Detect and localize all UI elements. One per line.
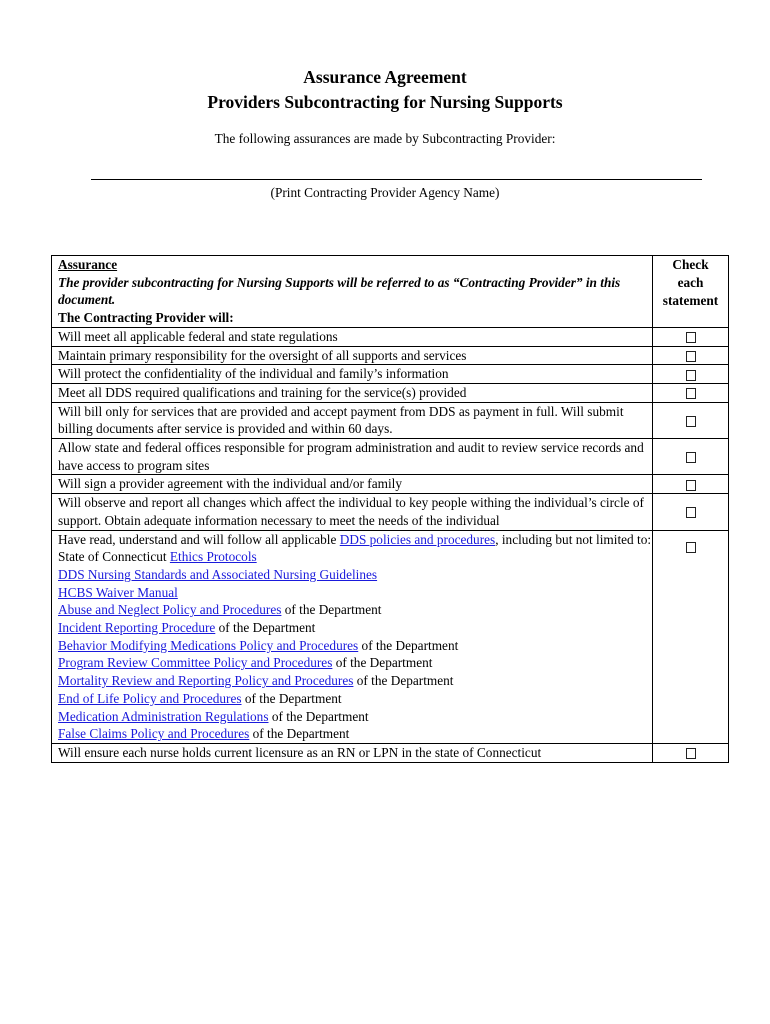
policies-intro	[58, 531, 652, 549]
intro-text: The following assurances are made by Subcontracting Provider:	[214, 131, 556, 146]
table-row	[52, 402, 729, 438]
checkbox-cell	[653, 383, 729, 402]
checkbox-cell	[653, 346, 729, 365]
incident-reporting-link[interactable]: Incident Reporting Procedure	[58, 620, 216, 636]
of-department-text: of the Department	[268, 708, 369, 724]
policy-line	[58, 708, 652, 726]
checkbox-cell	[653, 402, 729, 438]
contracting-provider-note: The provider subcontracting for Nursing Supports will be referred to as “Contracting Provider” in this document.	[58, 274, 621, 308]
document-subtitle: Providers Subcontracting for Nursing Supports	[207, 92, 563, 112]
abuse-neglect-link[interactable]: Abuse and Neglect Policy and Procedures	[58, 602, 282, 618]
assurance-statement: Will ensure each nurse holds current licensure as an RN or LPN in the state of Connecticut	[52, 743, 653, 762]
policy-line	[58, 654, 652, 672]
checkbox[interactable]	[686, 480, 696, 491]
checkbox-cell	[653, 494, 729, 530]
of-department-text: of the Department	[358, 637, 459, 653]
checkbox-cell	[653, 743, 729, 762]
end-of-life-link[interactable]: End of Life Policy and Procedures	[58, 690, 242, 706]
dds-policies-link[interactable]: DDS policies and procedures	[339, 531, 496, 547]
checkbox-cell	[653, 365, 729, 384]
assurance-statement: Will meet all applicable federal and state regulations	[52, 327, 653, 346]
check-header-cell	[653, 256, 729, 328]
table-row	[52, 383, 729, 402]
assurance-header-cell	[52, 256, 653, 328]
contracting-provider-will: The Contracting Provider will:	[58, 310, 234, 326]
policy-line	[58, 725, 652, 743]
mortality-review-link[interactable]: Mortality Review and Reporting Policy and Procedures	[58, 673, 354, 689]
table-row	[52, 346, 729, 365]
table-header-row	[52, 256, 729, 328]
checkbox[interactable]	[686, 351, 696, 362]
checkbox-cell	[653, 475, 729, 494]
check-header-line: statement	[662, 293, 719, 308]
checkbox-cell	[653, 327, 729, 346]
checkbox[interactable]	[686, 416, 696, 427]
policies-intro-pre: Have read, understand and will follow all applicable	[58, 531, 340, 547]
ethics-protocols-link[interactable]: Ethics Protocols	[169, 549, 257, 565]
of-department-text: of the Department	[249, 726, 350, 742]
assurance-statement: Will observe and report all changes which affect the individual to key people withing the individual’s circle of support. Obtain adequate information necessary to meet the needs of the individual	[52, 494, 653, 530]
agency-name-caption: (Print Contracting Provider Agency Name)	[270, 185, 500, 200]
checkbox[interactable]	[686, 507, 696, 518]
assurance-statement: Maintain primary responsibility for the oversight of all supports and services	[52, 346, 653, 365]
of-department-text: of the Department	[332, 655, 433, 671]
hcbs-line	[58, 584, 652, 602]
assurance-statement: Will protect the confidentiality of the individual and family’s information	[52, 365, 653, 384]
checkbox-cell	[653, 530, 729, 743]
table-row	[52, 365, 729, 384]
ethics-line	[58, 548, 652, 566]
policy-line	[58, 619, 652, 637]
checkbox-cell	[653, 439, 729, 475]
table-row	[52, 475, 729, 494]
table-row	[52, 494, 729, 530]
of-department-text: of the Department	[215, 620, 316, 636]
checkbox[interactable]	[686, 748, 696, 759]
agency-name-line	[91, 179, 702, 180]
hcbs-waiver-link[interactable]: HCBS Waiver Manual	[58, 584, 178, 600]
assurance-statement: Meet all DDS required qualifications and training for the service(s) provided	[52, 383, 653, 402]
assurance-statement: Will sign a provider agreement with the individual and/or family	[52, 475, 653, 494]
policies-cell	[52, 530, 653, 743]
check-header-line: each	[677, 275, 704, 290]
nursing-line	[58, 566, 652, 584]
nursing-standards-link[interactable]: DDS Nursing Standards and Associated Nursing Guidelines	[58, 566, 378, 582]
checkbox[interactable]	[686, 370, 696, 381]
policies-intro-post: , including but not limited to:	[495, 531, 652, 547]
checkbox[interactable]	[686, 542, 696, 553]
medication-administration-link[interactable]: Medication Administration Regulations	[58, 708, 269, 724]
table-row	[52, 327, 729, 346]
program-review-link[interactable]: Program Review Committee Policy and Procedures	[58, 655, 333, 671]
checkbox[interactable]	[686, 388, 696, 399]
table-row-policies	[52, 530, 729, 743]
of-department-text: of the Department	[241, 690, 342, 706]
assurance-statement: Will bill only for services that are provided and accept payment from DDS as payment in full. Will submit billing documents after service is provided and within 60 days.	[52, 402, 653, 438]
document-title: Assurance Agreement	[303, 67, 467, 87]
table-row	[52, 743, 729, 762]
table-row	[52, 439, 729, 475]
of-department-text: of the Department	[353, 673, 454, 689]
checkbox[interactable]	[686, 332, 696, 343]
ethics-pre: State of Connecticut	[58, 549, 170, 565]
assurance-heading: Assurance	[58, 257, 118, 272]
policy-line	[58, 637, 652, 655]
behavior-medications-link[interactable]: Behavior Modifying Medications Policy and Procedures	[58, 637, 359, 653]
assurance-statement: Allow state and federal offices responsible for program administration and audit to review service records and have access to program sites	[52, 439, 653, 475]
policy-line	[58, 601, 652, 619]
assurance-table	[51, 255, 729, 763]
policy-line	[58, 690, 652, 708]
of-department-text: of the Department	[281, 602, 382, 618]
false-claims-link[interactable]: False Claims Policy and Procedures	[58, 726, 250, 742]
checkbox[interactable]	[686, 452, 696, 463]
policy-line	[58, 672, 652, 690]
check-header-line: Check	[672, 257, 709, 272]
